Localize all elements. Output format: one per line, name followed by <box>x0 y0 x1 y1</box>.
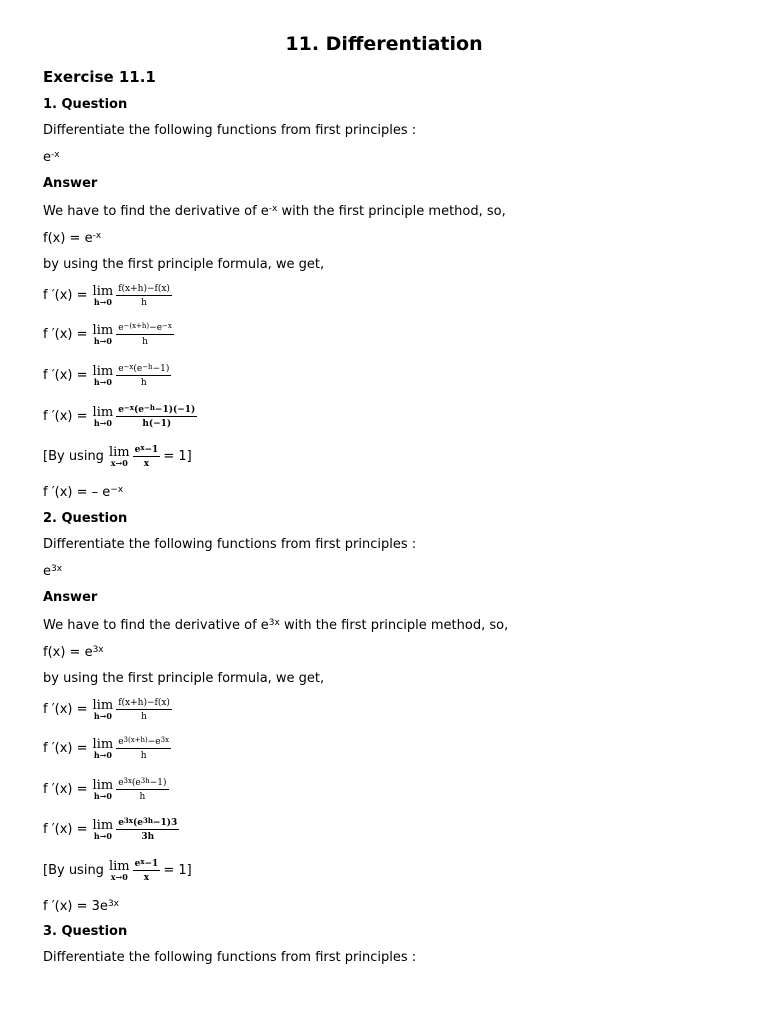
q1-answer-label: Answer <box>43 176 98 191</box>
q1-prompt: Differentiate the following functions from first principles : <box>43 123 417 138</box>
q2-rule: [By using lim x→0 $\frac{e^x-1}{x}$ = 1] <box>43 857 192 883</box>
page-title: 11. Differentiation <box>285 33 483 55</box>
q1-by-using: by using the first principle formula, we get, <box>43 257 325 272</box>
q1-result: f ′(x) = – $e^{-x}$ <box>43 485 124 500</box>
q2-step-2: f ′(x) = lim h→0 $\frac{e^{3(x+h)}-e^{3x}}{h}$ <box>43 736 170 761</box>
q1-fx: $f(x) = e^{-x}$ <box>43 231 102 246</box>
q2-fx: $f(x) = e^{3x}$ <box>43 645 104 660</box>
q1-step-1: f ′(x) = lim h→0 $\frac{f(x+h)-f(x)}{h}$ <box>43 284 170 308</box>
q1-intro: We have to find the derivative of $e^{-x}$ with the first principle method, so, <box>43 204 506 219</box>
q2-step-1: f ′(x) = lim h→0 $\frac{f(x+h)-f(x)}{h}$ <box>43 698 170 722</box>
q2-function: $e^{3x}$ <box>43 564 63 579</box>
q2-step-4: f ′(x) = lim h→0 $\frac{e^{3x}(e^{3h}-1)3}{3h}$ <box>43 816 178 842</box>
q1-function: $e^{-x}$ <box>43 150 60 165</box>
q2-result: f $'(x) = 3e^{3x}$ <box>43 899 119 914</box>
q1-rule: [By using lim x→0 $\frac{e^x-1}{x}$ = 1] <box>43 443 192 469</box>
q2-step-3: f ′(x) = lim h→0 $\frac{e^{3x}(e^{3h}-1)}{h}$ <box>43 777 167 802</box>
q2-by-using: by using the first principle formula, we get, <box>43 671 325 686</box>
q1-step-2: f ′(x) = lim h→0 $\frac{e^{-(x+h)}-e^{-x}}{h}$ <box>43 322 172 347</box>
q2-heading: 2. Question <box>43 511 128 526</box>
q2-intro: We have to find the derivative of $e^{3x}$ with the first principle method, so, <box>43 618 509 633</box>
q3-heading: 3. Question <box>43 924 128 939</box>
q2-prompt: Differentiate the following functions from first principles : <box>43 537 417 552</box>
q1-step-4: f ′(x) = lim h→0 $\frac{e^{-x}(e^{-h}-1)(-1)}{h(-1)}$ <box>43 403 196 429</box>
q1-step-3: f ′(x) = lim h→0 $\frac{e^{-x}(e^{-h}-1)}{h}$ <box>43 363 170 388</box>
q2-answer-label: Answer <box>43 590 98 605</box>
exercise-heading: Exercise 11.1 <box>43 68 156 86</box>
q3-prompt: Differentiate the following functions from first principles : <box>43 950 417 965</box>
q1-heading: 1. Question <box>43 97 128 112</box>
